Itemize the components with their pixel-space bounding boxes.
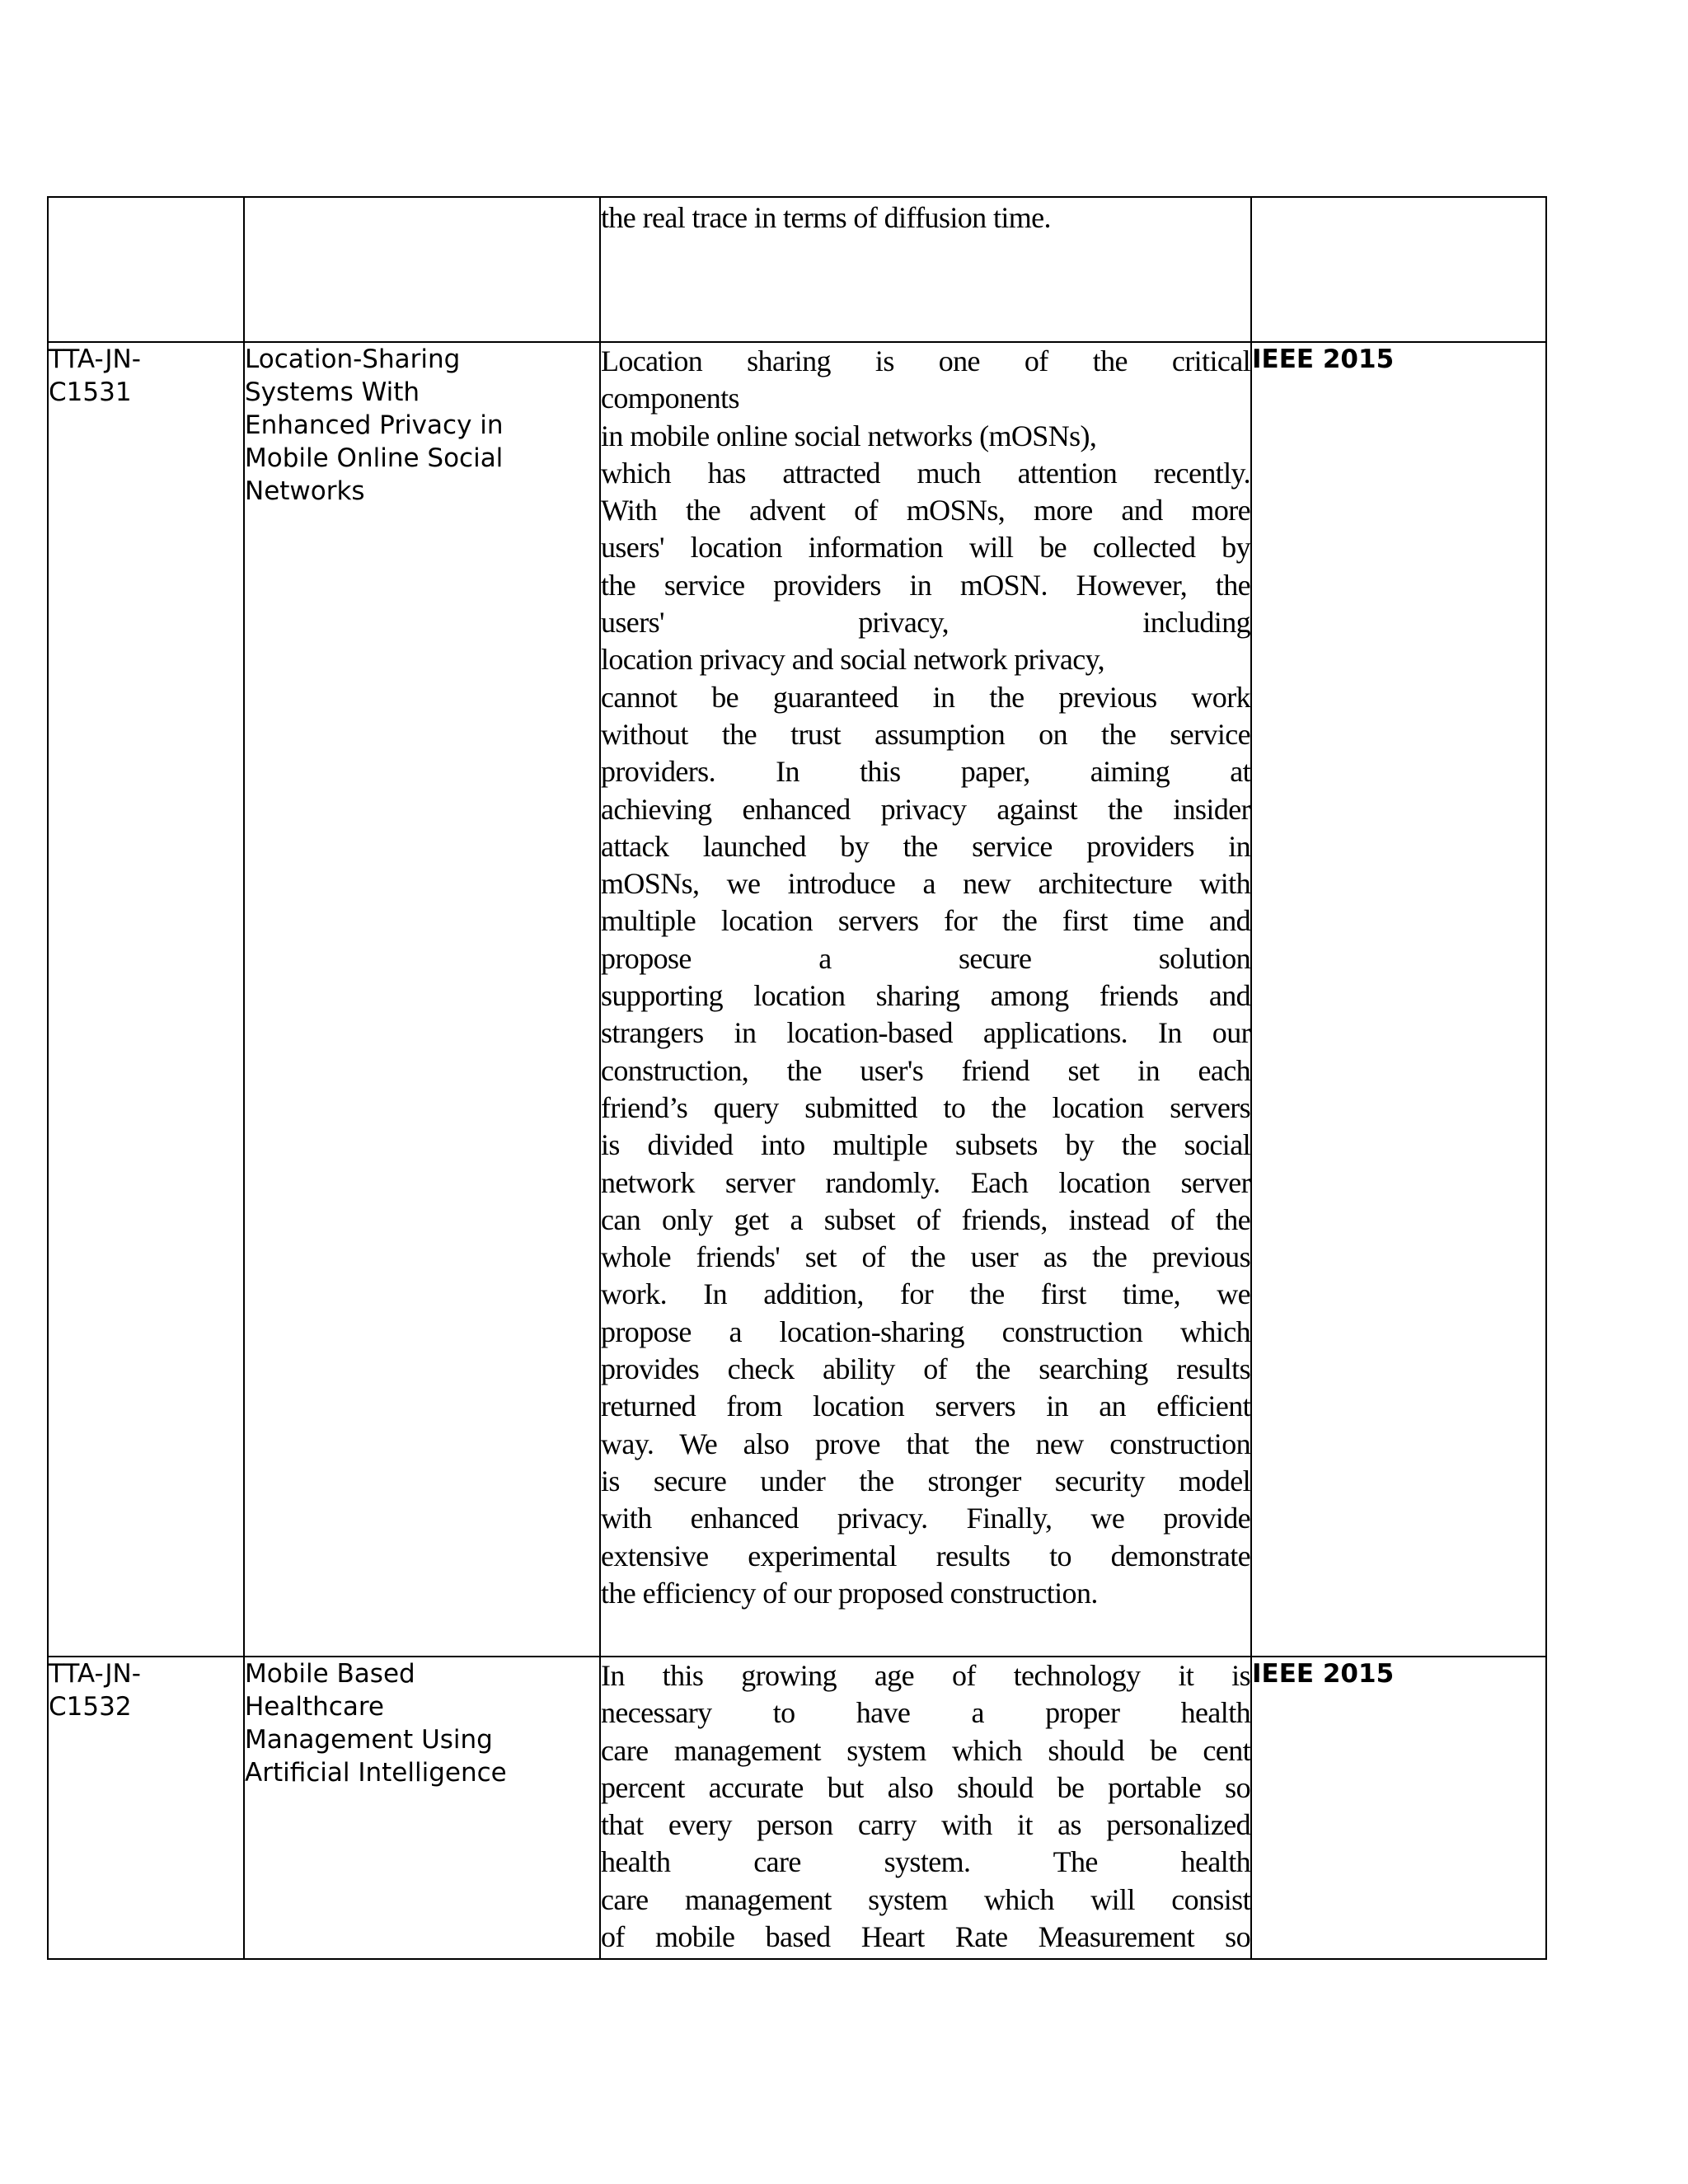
project-table bbox=[47, 196, 1547, 1960]
abstract-line: in mobile online social networks (mOSNs), bbox=[601, 419, 1097, 452]
abstract-line: that every person carry with it as personalized bbox=[601, 1808, 1250, 1842]
table-row bbox=[48, 197, 1546, 342]
abstract-line: strangers in location-based applications. In our bbox=[601, 1016, 1250, 1050]
abstract-line: propose a secure solution bbox=[601, 941, 1250, 975]
abstract-line: location privacy and social network privacy, bbox=[601, 643, 1105, 677]
project-title-cell: Mobile Based Healthcare Management Using Artificial Intelligence bbox=[244, 1657, 600, 1959]
abstract-line: health care system. The health bbox=[601, 1845, 1250, 1879]
abstract-line: is secure under the stronger security model bbox=[601, 1464, 1250, 1497]
project-code-cell: TTA-JN- C1532 bbox=[48, 1657, 244, 1959]
abstract-line: providers. In this paper, aiming at bbox=[601, 755, 1250, 789]
abstract-line: provides check ability of the searching results bbox=[601, 1352, 1250, 1386]
abstract-line: propose a location-sharing construction which bbox=[601, 1315, 1250, 1348]
project-title-cell bbox=[244, 197, 600, 342]
abstract-cell bbox=[600, 342, 1251, 1657]
abstract-line: is divided into multiple subsets by the social bbox=[601, 1128, 1250, 1162]
abstract-line: care management system which will consist bbox=[601, 1882, 1250, 1916]
abstract-line: users' privacy, including bbox=[601, 606, 1250, 640]
abstract-line: whole friends' set of the user as the previous bbox=[601, 1240, 1250, 1274]
abstract-line: can only get a subset of friends, instead of the bbox=[601, 1202, 1250, 1236]
abstract-line: supporting location sharing among friends and bbox=[601, 979, 1250, 1013]
abstract-line: percent accurate but also should be portable so bbox=[601, 1770, 1250, 1804]
abstract-line: with enhanced privacy. Finally, we provide bbox=[601, 1502, 1250, 1535]
project-title-cell: Location-Sharing Systems With Enhanced Privacy in Mobile Online Social Networks bbox=[244, 342, 600, 1657]
abstract-line: the service providers in mOSN. However, the bbox=[601, 568, 1250, 602]
publication-cell: IEEE 2015 bbox=[1251, 342, 1546, 1657]
abstract-line: network server randomly. Each location server bbox=[601, 1165, 1250, 1199]
abstract-line: With the advent of mOSNs, more and more bbox=[601, 494, 1250, 527]
abstract-line: of mobile based Heart Rate Measurement so bbox=[601, 1920, 1250, 1954]
abstract-line: returned from location servers in an efficient bbox=[601, 1390, 1250, 1423]
abstract-line: users' location information will be collected by bbox=[601, 531, 1250, 565]
abstract-line: components bbox=[601, 382, 739, 415]
abstract-line: necessary to have a proper health bbox=[601, 1696, 1250, 1730]
abstract-line: care management system which should be cent bbox=[601, 1733, 1250, 1767]
abstract-line: friend’s query submitted to the location servers bbox=[601, 1090, 1250, 1124]
abstract-line: without the trust assumption on the service bbox=[601, 717, 1250, 751]
abstract-line: In this growing age of technology it is bbox=[601, 1659, 1250, 1692]
table-row bbox=[48, 342, 1546, 1657]
abstract-line: attack launched by the service providers in bbox=[601, 829, 1250, 863]
publication-cell: IEEE 2015 bbox=[1251, 1657, 1546, 1959]
abstract-line: work. In addition, for the first time, we bbox=[601, 1277, 1250, 1311]
abstract-line: extensive experimental results to demonstrate bbox=[601, 1539, 1250, 1572]
table-row bbox=[48, 1657, 1546, 1959]
abstract-cell bbox=[600, 197, 1251, 342]
abstract-line: cannot be guaranteed in the previous work bbox=[601, 680, 1250, 714]
abstract-line: Location sharing is one of the critical bbox=[601, 344, 1250, 377]
project-code-cell: TTA-JN- C1531 bbox=[48, 342, 244, 1657]
abstract-line: the efficiency of our proposed construction. bbox=[601, 1576, 1098, 1610]
abstract-cell bbox=[600, 1657, 1251, 1959]
abstract-line: multiple location servers for the first time and bbox=[601, 904, 1250, 938]
abstract-line: way. We also prove that the new construction bbox=[601, 1427, 1250, 1460]
abstract-line: mOSNs, we introduce a new architecture with bbox=[601, 867, 1250, 901]
abstract-line: the real trace in terms of diffusion time. bbox=[601, 201, 1051, 234]
abstract-line: achieving enhanced privacy against the insider bbox=[601, 792, 1250, 826]
abstract-line: which has attracted much attention recently. bbox=[601, 456, 1250, 490]
publication-cell bbox=[1251, 197, 1546, 342]
project-code-cell bbox=[48, 197, 244, 342]
abstract-line: construction, the user's friend set in each bbox=[601, 1053, 1250, 1087]
